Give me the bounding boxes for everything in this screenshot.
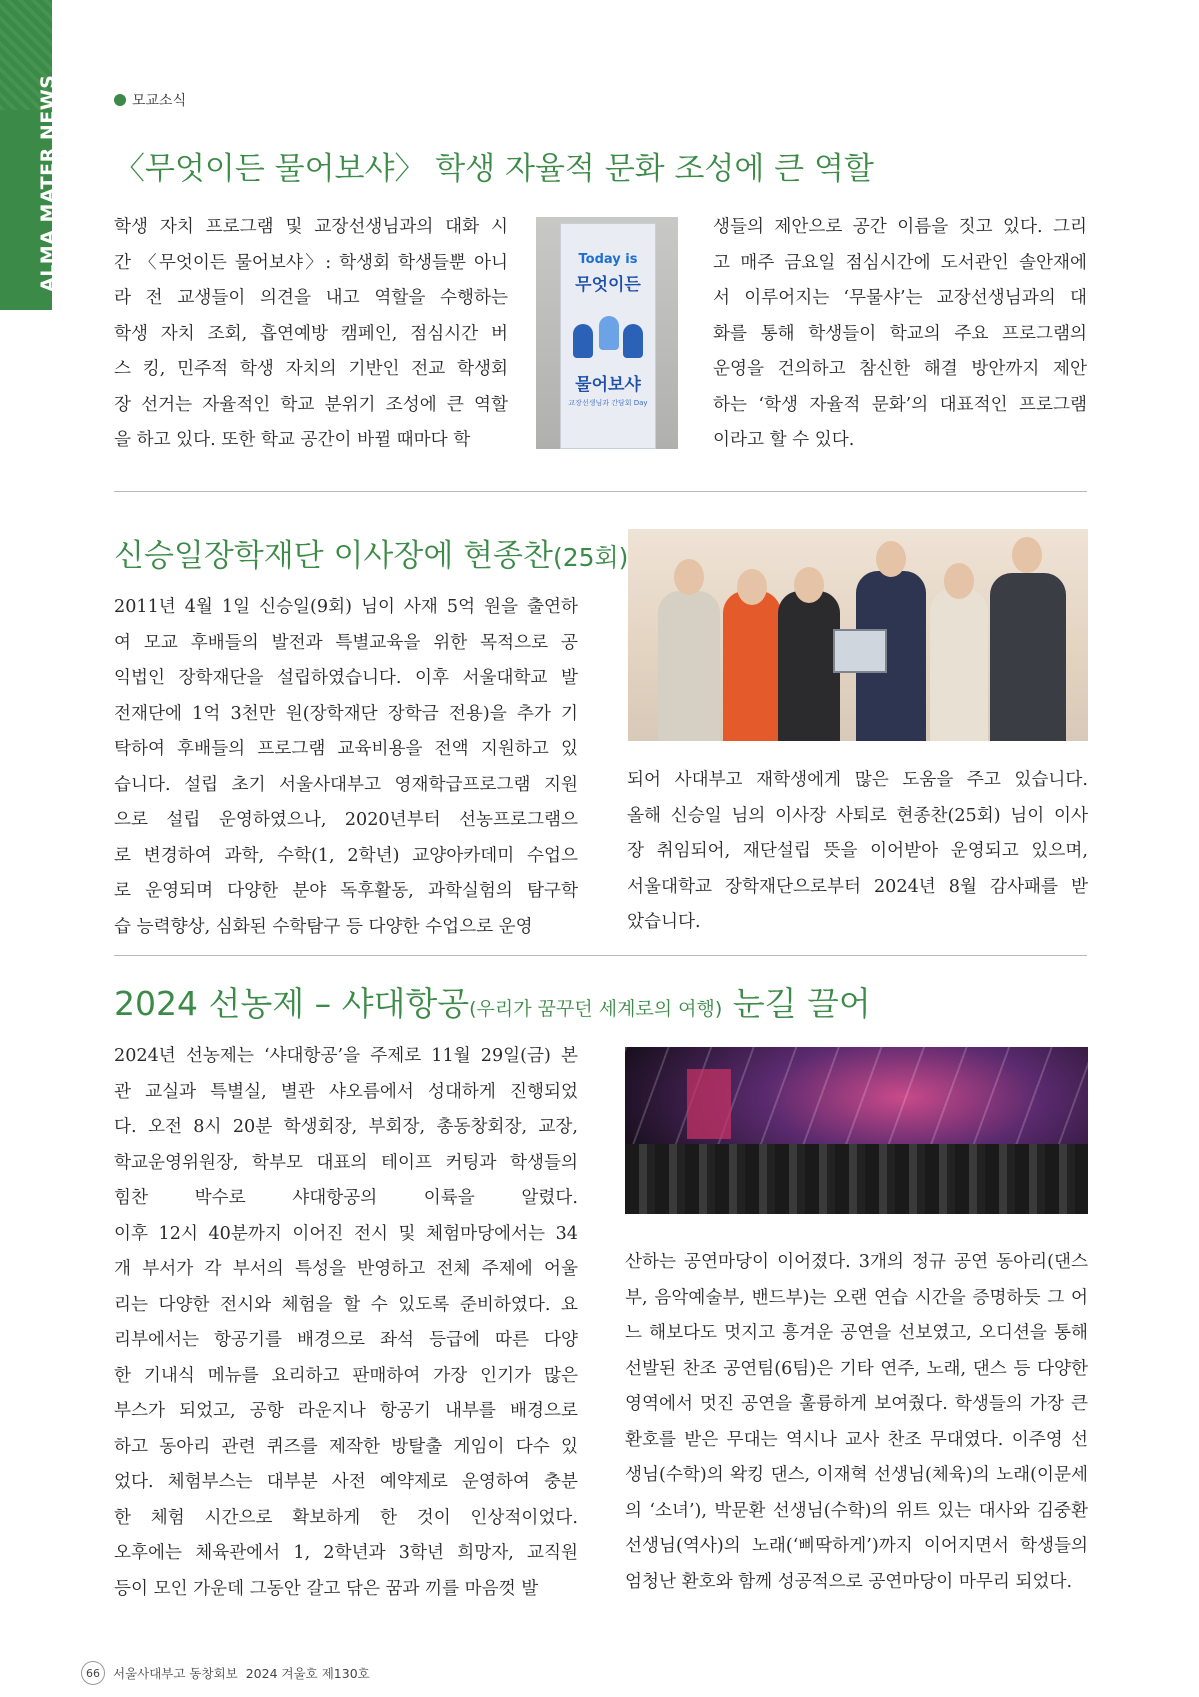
- text-line: 되어 사대부고 재학생에게 많은 도움을 주고 있습니다.: [627, 770, 1088, 790]
- person-head: [876, 541, 906, 577]
- person-figure: [658, 591, 720, 741]
- sidebar-band: [0, 0, 59, 310]
- article3-title-b: 눈길 끌어: [722, 984, 871, 1023]
- page-footer: [81, 1661, 370, 1685]
- text-line: 라 전 교생들이 의견을 내고 역할을 수행하는: [114, 288, 508, 308]
- person-figure: [778, 591, 840, 741]
- text-line: 올해 신승일 님의 이사장 사퇴로 현종찬(25회) 님이 이사: [627, 805, 1088, 826]
- text-line: 익법인 장학재단을 설립하였습니다. 이후 서울대학교 발: [114, 668, 578, 688]
- text-line: 생들의 제안으로 공간 이름을 짓고 있다. 그리: [713, 217, 1087, 237]
- issue-info: 2024 겨울호 제130호: [245, 1666, 370, 1681]
- text-line: 다. 오전 8시 20분 학생회장, 부회장, 총동창회장, 교장,: [114, 1117, 578, 1137]
- stage-screen: [687, 1069, 731, 1139]
- sidebar-label: ALMA MATER NEWS: [37, 74, 59, 292]
- text-line: 선발된 찬조 공연팀(6팀)은 기타 연주, 노래, 댄스 등 다양한: [625, 1358, 1088, 1379]
- article2-col-left: [114, 590, 578, 945]
- article2-col-right: [627, 763, 1088, 941]
- plaque-icon: [833, 629, 887, 673]
- text-line: 장 취임되어, 재단설립 뜻을 이어받아 운영되고 있으며,: [627, 841, 1088, 861]
- banner-line4: 교장선생님과 간담회 Day: [568, 399, 648, 407]
- article3-concert-photo: [625, 1047, 1088, 1214]
- person-head: [1012, 537, 1042, 573]
- person-head: [737, 569, 767, 605]
- text-line: 았습니다.: [627, 912, 701, 932]
- text-line: 힘찬 박수로 샤대항공의 이륙을 알렸다.: [114, 1188, 578, 1208]
- text-line: 서 이루어지는 ‘무물샤’는 교장선생님과의 대: [713, 288, 1087, 308]
- text-line: 을 하고 있다. 또한 학교 공간이 바뀔 때마다 학: [114, 430, 471, 450]
- text-line: 었다. 체험부스는 대부분 사전 예약제로 운영하여 충분: [114, 1472, 578, 1492]
- publication-name: 서울사대부고 동창회보: [113, 1666, 238, 1681]
- text-line: 하고 동아리 관련 퀴즈를 제작한 방탈출 게임이 다수 있: [114, 1436, 578, 1457]
- text-line: 영역에서 멋진 공연을 훌륭하게 보여줬다. 학생들의 가장 큰: [625, 1394, 1088, 1414]
- text-line: 느 해보다도 멋지고 흥겨운 공연을 선보였고, 오디션을 통해: [625, 1323, 1088, 1343]
- banner-sheet: [560, 223, 656, 449]
- text-line: 부, 음악예술부, 밴드부)는 오랜 연습 시간을 증명하듯 그 어: [625, 1287, 1088, 1308]
- text-line: 리는 다양한 전시와 체험을 할 수 있도록 준비하였다. 요: [114, 1294, 578, 1315]
- page-number: 66: [81, 1661, 105, 1685]
- article1-col-left: [114, 210, 508, 459]
- text-line: 이라고 할 수 있다.: [713, 430, 855, 450]
- article3-title: [114, 978, 871, 1025]
- text-line: 전재단에 1억 3천만 원(장학재단 장학금 전용)을 추가 기: [114, 703, 578, 724]
- audience-crowd: [625, 1144, 1088, 1214]
- article2-title-sub: (25회): [552, 543, 629, 572]
- text-line: 고 매주 금요일 점심시간에 도서관인 솔안재에: [713, 252, 1087, 273]
- text-line: 스 킹, 민주적 학생 자치의 기반인 전교 학생회: [114, 359, 508, 379]
- article2-title: [114, 530, 628, 575]
- text-line: 리부에서는 항공기를 배경으로 좌석 등급에 따른 다양: [114, 1330, 578, 1350]
- text-line: 화를 통해 학생들이 학교의 주요 프로그램의: [713, 323, 1087, 344]
- person-head: [794, 567, 824, 603]
- text-line: 관 교실과 특별실, 별관 샤오름에서 성대하게 진행되었: [114, 1081, 578, 1102]
- article2-title-main: 신승일장학재단 이사장에 현종찬: [114, 538, 553, 574]
- text-line: 학교운영위원장, 학부모 대표의 테이프 커팅과 학생들의: [114, 1152, 578, 1173]
- text-line: 로 운영되며 다양한 분야 독후활동, 과학실험의 탐구학: [114, 881, 578, 901]
- text-line: 운영을 건의하고 참신한 해결 방안까지 제안: [713, 359, 1087, 379]
- article3-col-right: [625, 1245, 1088, 1600]
- text-line: 하는 ‘학생 자율적 문화’의 대표적인 프로그램: [713, 394, 1087, 415]
- text-line: 엄청난 환호와 함께 성공적으로 공연마당이 마무리 되었다.: [625, 1571, 1073, 1592]
- text-line: 로 변경하여 과학, 수학(1, 2학년) 교양아카데미 수업으: [114, 845, 578, 866]
- text-line: 학생 자치 조회, 흡연예방 캠페인, 점심시간 버: [114, 323, 508, 344]
- student-figure-icon: [623, 324, 643, 358]
- text-line: 간 〈무엇이든 물어보샤〉: 학생회 학생들뿐 아니: [114, 252, 508, 273]
- text-line: 으로 설립 운영하였으나, 2020년부터 선농프로그램으: [114, 810, 578, 830]
- section-tag-label: 모교소식: [132, 93, 187, 109]
- article1-col-right: [713, 210, 1087, 459]
- text-line: 생님(수학)의 왁킹 댄스, 이재혁 선생님(체육)의 노래(이문세: [625, 1465, 1088, 1485]
- article3-title-sub: (우리가 꿈꾸던 세계로의 여행): [469, 998, 723, 1020]
- text-line: 한 기내식 메뉴를 요리하고 판매하여 가장 인기가 많은: [114, 1365, 578, 1386]
- text-line: 의 ‘소녀’), 박문환 선생님(수학)의 위트 있는 대사와 김중환: [625, 1500, 1088, 1521]
- text-line: 서울대학교 장학재단으로부터 2024년 8월 감사패를 받: [627, 876, 1088, 897]
- text-line: 이후 12시 40분까지 이어진 전시 및 체험마당에서는 34: [114, 1223, 578, 1244]
- text-line: 선생님(역사)의 노래(‘삐딱하게’)까지 이어지면서 학생들의: [625, 1536, 1088, 1556]
- text-line: 오후에는 체육관에서 1, 2학년과 3학년 희망자, 교직원: [114, 1543, 578, 1563]
- article1-title: 〈무엇이든 물어보샤〉 학생 자율적 문화 조성에 큰 역할: [114, 151, 874, 187]
- person-head: [944, 563, 974, 599]
- text-line: 습니다. 설립 초기 서울사대부고 영재학급프로그램 지원: [114, 774, 578, 795]
- text-line: 학생 자치 프로그램 및 교장선생님과의 대화 시: [114, 217, 508, 237]
- divider: [114, 491, 1087, 492]
- text-line: 환호를 받은 무대는 역시나 교사 찬조 무대였다. 이주영 선: [625, 1429, 1088, 1450]
- person-figure: [930, 589, 988, 741]
- text-line: 개 부서가 각 부서의 특성을 반영하고 전체 주제에 어울: [114, 1259, 578, 1279]
- text-line: 등이 모인 가운데 그동안 갈고 닦은 꿈과 끼를 마음껏 발: [114, 1578, 539, 1599]
- text-line: 부스가 되었고, 공항 라운지나 항공기 내부를 배경으로: [114, 1401, 578, 1421]
- text-line: 2024년 선농제는 ‘샤대항공’을 주제로 11월 29일(금) 본: [114, 1046, 578, 1066]
- person-figure: [990, 573, 1066, 741]
- banner-line2: 무엇이든: [575, 275, 641, 295]
- text-line: 습 능력향상, 심화된 수학탐구 등 다양한 수업으로 운영: [114, 916, 533, 937]
- person-head: [674, 559, 704, 595]
- article3-col-left: [114, 1039, 578, 1607]
- text-line: 2011년 4월 1일 신승일(9회) 님이 사재 5억 원을 출연하: [114, 597, 578, 617]
- student-figure-icon: [599, 316, 619, 350]
- bullet-dot-icon: [114, 94, 126, 106]
- text-line: 산하는 공연마당이 이어졌다. 3개의 정규 공연 동아리(댄스: [625, 1252, 1088, 1272]
- text-line: 탁하여 후배들의 프로그램 교육비용을 전액 지원하고 있: [114, 739, 578, 759]
- article3-title-a: 2024 선농제 – 샤대항공: [114, 984, 470, 1023]
- banner-line1: Today is: [578, 252, 638, 267]
- banner-line3: 물어보샤: [575, 375, 641, 395]
- text-line: 여 모교 후배들의 발전과 특별교육을 위한 목적으로 공: [114, 632, 578, 653]
- article2-group-photo: [628, 529, 1088, 741]
- article1-banner-photo: [536, 217, 678, 449]
- text-line: 장 선거는 자율적인 학교 분위기 조성에 큰 역할: [114, 394, 508, 415]
- section-tag: [114, 90, 186, 110]
- person-figure: [723, 591, 781, 741]
- divider: [114, 955, 1087, 956]
- text-line: 한 체험 시간으로 확보하게 한 것이 인상적이었다.: [114, 1507, 578, 1528]
- student-figure-icon: [573, 324, 593, 358]
